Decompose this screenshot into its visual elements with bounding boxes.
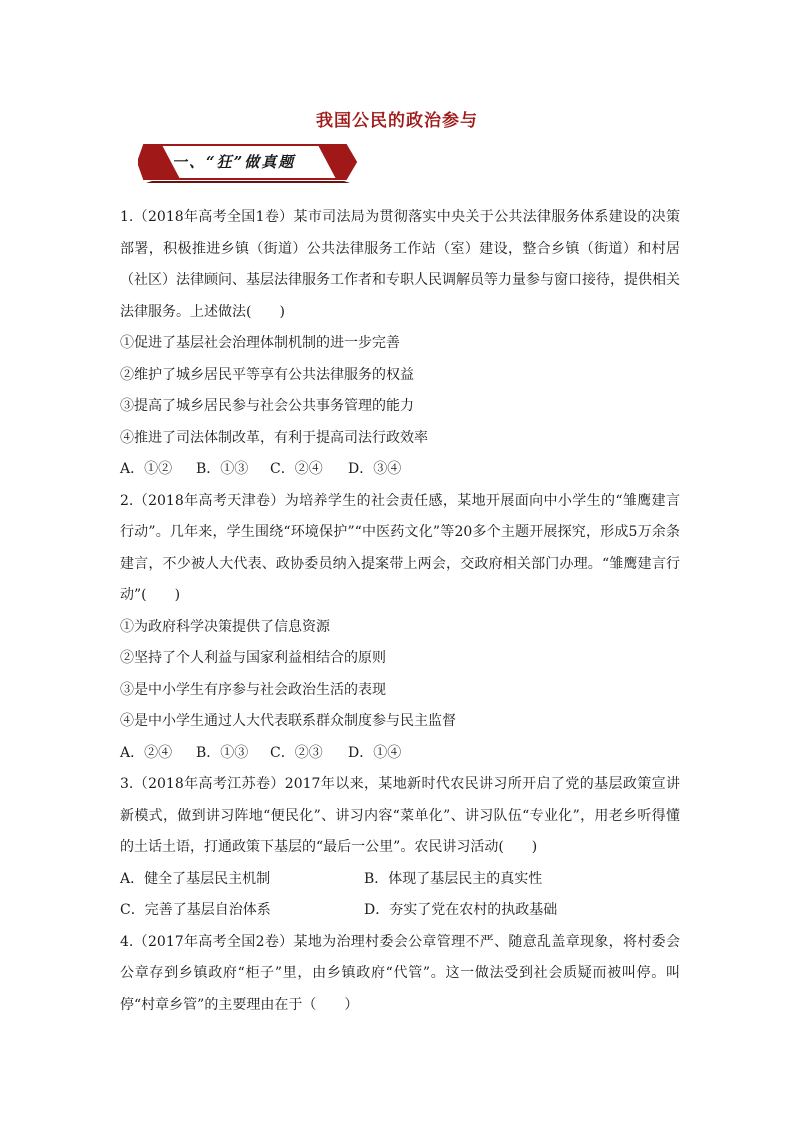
statement-item: ④是中小学生通过人大代表联系群众制度参与民主监督: [120, 713, 456, 729]
answer-choices: [120, 864, 680, 927]
choice-a[interactable]: A．②④: [120, 744, 173, 761]
choice-c[interactable]: C．完善了基层自治体系: [120, 902, 271, 918]
question-2: [120, 486, 680, 770]
question-stem: 1.（2018年高考全国1卷）某市司法局为贯彻落实中央关于公共法律服务体系建设的决策部署，积极推进乡镇（街道）公共法律服务工作站（室）建设，整合乡镇（街道）和村居（社区）法律顾问、基层法律服务工作者和专职人民调解员等力量参与窗口接待，提供相关法律服务。上述做法( ): [120, 209, 680, 320]
choice-d[interactable]: D．夯实了党在农村的执政基础: [364, 902, 558, 918]
choice-c[interactable]: C．②④: [270, 461, 323, 477]
question-1: [120, 202, 680, 486]
question-list: [120, 202, 680, 1021]
answer-choices: [120, 454, 680, 486]
question-4: [120, 927, 680, 1022]
statement-item: ③是中小学生有序参与社会政治生活的表现: [120, 681, 386, 698]
statement-item: ④推进了司法体制改革，有利于提高司法行政效率: [120, 429, 428, 446]
question-stem: 3.（2018年高考江苏卷）2017年以来，某地新时代农民讲习所开启了党的基层政策宣讲新模式，做到讲习阵地“便民化”、讲习内容“菜单化”、讲习队伍“专业化”，用老乡听得懂的土话土语，打通政策下基层的“最后一公里”。农民讲习活动( ): [120, 776, 680, 855]
choice-a[interactable]: A．健全了基层民主机制: [120, 870, 271, 887]
statement-item: ②坚持了个人利益与国家利益相结合的原则: [120, 650, 386, 666]
section-banner: [138, 141, 358, 183]
choice-b[interactable]: B．①③: [196, 461, 249, 477]
answer-choices: [120, 738, 680, 770]
choice-b[interactable]: B．①③: [196, 744, 249, 761]
statement-item: ①为政府科学决策提供了信息资源: [120, 618, 330, 635]
choice-b[interactable]: B．体现了基层民主的真实性: [364, 870, 543, 887]
statement-item: ①促进了基层社会治理体制机制的进一步完善: [120, 335, 400, 351]
choice-a[interactable]: A．①②: [120, 461, 173, 477]
choice-c[interactable]: C．②③: [270, 744, 323, 761]
statement-item: ③提高了城乡居民参与社会公共事务管理的能力: [120, 398, 414, 414]
section-heading: 一、“狂”做真题: [172, 153, 296, 171]
choice-d[interactable]: D．①④: [348, 744, 402, 761]
question-3: [120, 769, 680, 927]
page-title: 我国公民的政治参与: [316, 111, 478, 131]
question-stem: 2.（2018年高考天津卷）为培养学生的社会责任感，某地开展面向中小学生的“雏鹰建言行动”。几年来，学生围绕“环境保护”“中医药文化”等20多个主题开展探究，形成5万余条建言，不少被人大代表、政协委员纳入提案带上两会，交政府相关部门办理。“雏鹰建言行动”( ): [120, 492, 680, 603]
choice-d[interactable]: D．③④: [348, 461, 402, 477]
question-stem: 4.（2017年高考全国2卷）某地为治理村委会公章管理不严、随意乱盖章现象，将村委会公章存到乡镇政府“柜子”里，由乡镇政府“代管”。这一做法受到社会质疑而被叫停。叫停“村章乡管”的主要理由在于（ ）: [120, 933, 680, 1013]
statement-item: ②维护了城乡居民平等享有公共法律服务的权益: [120, 366, 414, 383]
